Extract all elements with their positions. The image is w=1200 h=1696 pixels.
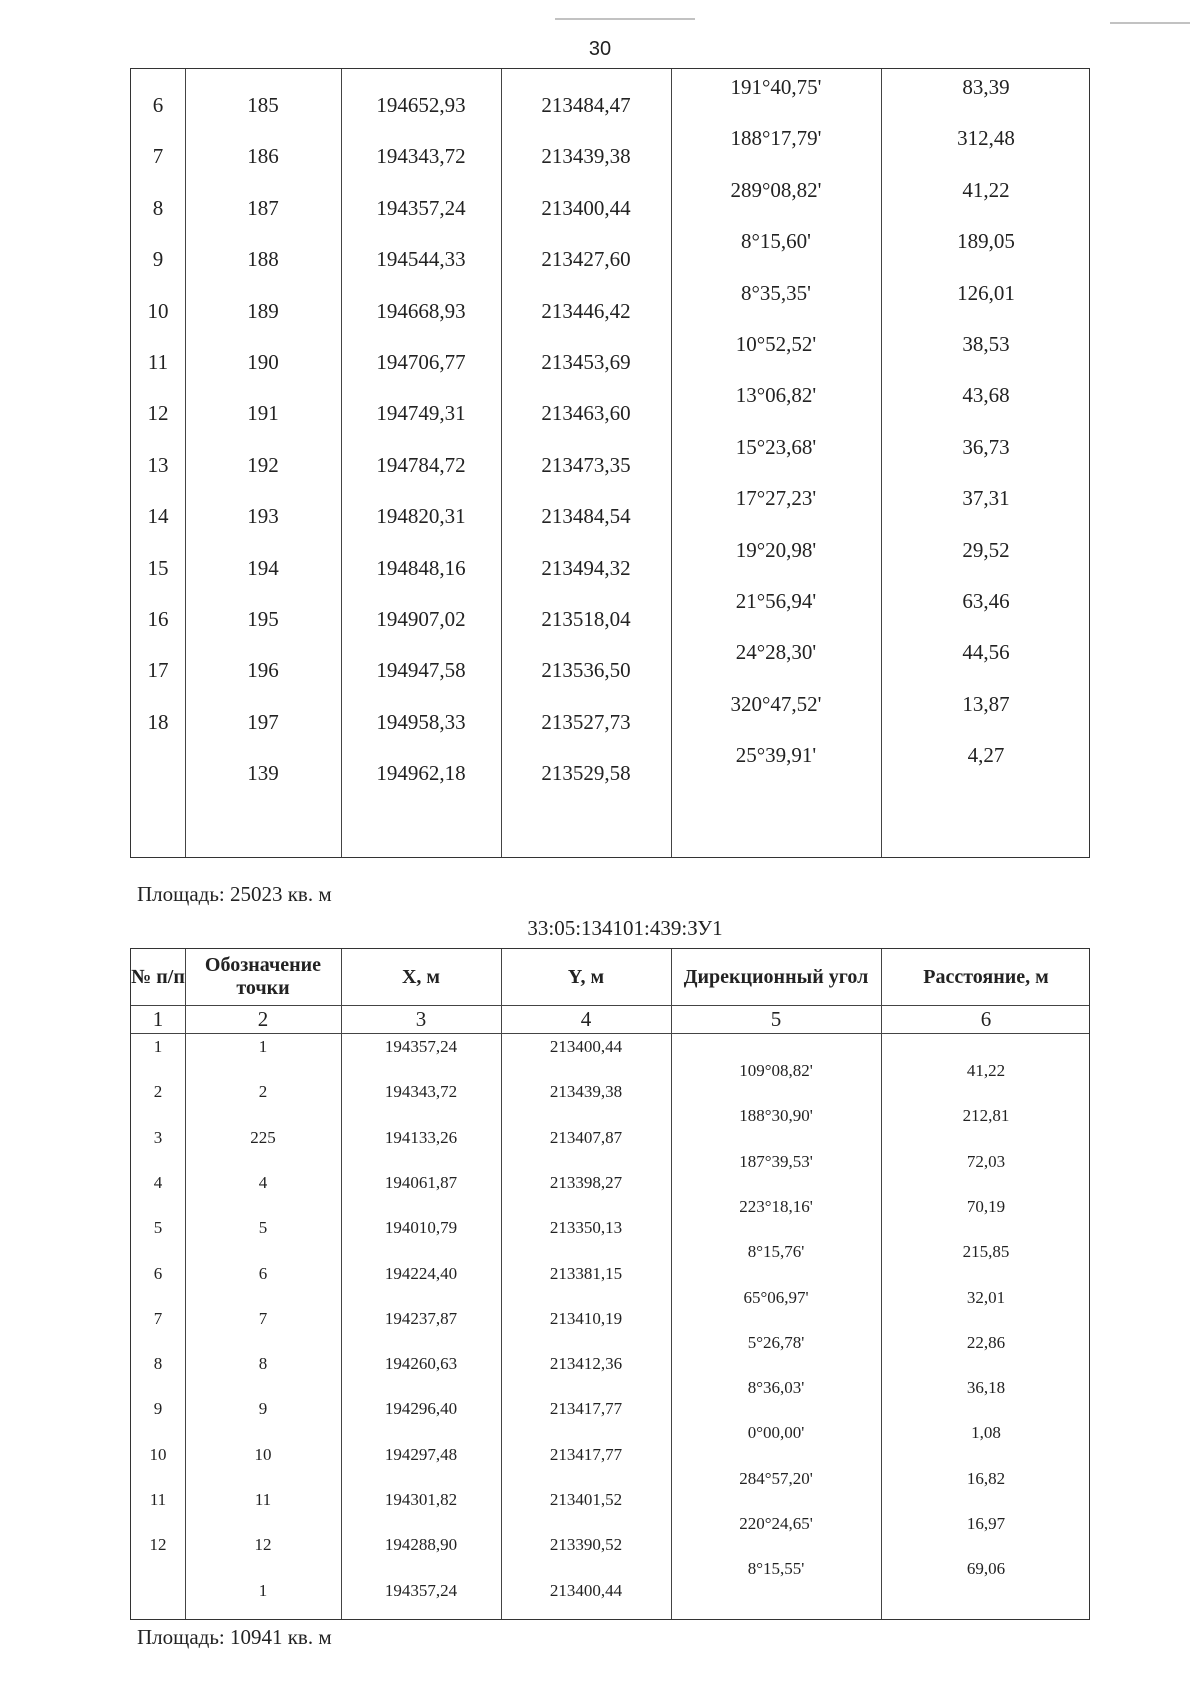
point-n-cell: 6 — [153, 1263, 163, 1283]
point-x-cell: 194907,02 — [376, 607, 466, 631]
direction-angle-cell: 220°24,65' — [739, 1514, 813, 1533]
distance-cell: 63,46 — [962, 589, 1010, 613]
header-y: Y, м — [567, 965, 605, 988]
point-point-cell: 9 — [258, 1399, 268, 1419]
column-number: 4 — [580, 1007, 592, 1031]
point-x-cell: 194357,24 — [384, 1037, 458, 1056]
point-n-cell: 5 — [153, 1218, 163, 1238]
point-x-cell: 194343,72 — [376, 144, 466, 169]
point-y-cell: 213527,73 — [541, 709, 631, 734]
direction-angle-cell: 21°56,94' — [735, 589, 817, 613]
direction-angle-cell: 17°27,23' — [735, 486, 817, 511]
point-n-cell: 13 — [147, 452, 169, 477]
point-y-cell: 213446,42 — [541, 298, 631, 323]
direction-angle-cell: 25°39,91' — [735, 743, 817, 768]
point-x-cell: 194288,90 — [384, 1535, 458, 1555]
distance-cell: 41,22 — [962, 177, 1010, 202]
column-number: 5 — [770, 1007, 782, 1031]
distance-cell: 189,05 — [957, 229, 1015, 254]
distance-cell: 32,01 — [966, 1287, 1006, 1307]
point-n-cell: 14 — [147, 504, 169, 529]
point-x-cell: 194357,24 — [376, 195, 466, 220]
distance-cell: 43,68 — [962, 383, 1010, 408]
point-point-cell: 1 — [258, 1037, 268, 1056]
point-point-cell: 192 — [247, 452, 279, 477]
point-y-cell: 213401,52 — [549, 1490, 623, 1509]
point-x-cell: 194544,33 — [376, 247, 466, 272]
point-n-cell: 2 — [153, 1082, 163, 1102]
point-point-cell: 185 — [247, 93, 279, 117]
distance-cell: 44,56 — [962, 640, 1010, 665]
point-n-cell: 10 — [149, 1444, 167, 1464]
distance-cell: 36,73 — [962, 434, 1010, 459]
point-n-cell: 12 — [147, 401, 169, 426]
point-y-cell: 213400,44 — [549, 1580, 623, 1600]
point-x-cell: 194947,58 — [376, 658, 466, 683]
point-n-cell: 11 — [147, 350, 169, 374]
distance-cell: 22,86 — [966, 1332, 1006, 1352]
direction-angle-cell: 284°57,20' — [739, 1468, 813, 1488]
point-y-cell: 213410,19 — [549, 1308, 623, 1328]
point-point-cell: 225 — [250, 1127, 276, 1147]
point-x-cell: 194237,87 — [384, 1308, 458, 1328]
distance-cell: 312,48 — [957, 126, 1015, 151]
point-n-cell: 8 — [153, 1354, 163, 1374]
point-point-cell: 194 — [247, 555, 279, 580]
distance-cell: 70,19 — [966, 1196, 1006, 1216]
point-x-cell: 194848,16 — [376, 555, 466, 580]
point-y-cell: 213494,32 — [541, 555, 631, 580]
point-point-cell: 10 — [254, 1444, 272, 1464]
point-y-cell: 213407,87 — [549, 1127, 623, 1147]
point-point-cell: 187 — [247, 195, 279, 220]
point-point-cell: 1 — [258, 1580, 268, 1600]
point-y-cell: 213412,36 — [549, 1354, 623, 1374]
point-n-cell: 9 — [153, 1399, 163, 1419]
point-point-cell: 195 — [247, 607, 279, 631]
scan-artifact — [555, 18, 695, 20]
point-y-cell: 213518,04 — [541, 607, 631, 631]
area-total-2: Площадь: 10941 кв. м — [137, 1625, 332, 1649]
point-x-cell: 194706,77 — [376, 350, 466, 374]
point-n-cell: 12 — [149, 1535, 167, 1555]
point-n-cell: 15 — [147, 555, 169, 580]
point-y-cell: 213417,77 — [549, 1399, 623, 1419]
column-number: 2 — [257, 1007, 269, 1031]
header-direction-angle: Дирекционный угол — [683, 965, 869, 988]
direction-angle-cell: 188°17,79' — [730, 126, 822, 151]
point-x-cell: 194296,40 — [384, 1399, 458, 1419]
point-n-cell: 3 — [153, 1127, 163, 1147]
point-n-cell: 6 — [152, 93, 164, 117]
point-point-cell: 197 — [247, 709, 279, 734]
coordinates-table-continued — [130, 68, 1090, 858]
point-point-cell: 139 — [247, 761, 279, 786]
header-x: X, м — [401, 965, 441, 988]
distance-cell: 41,22 — [966, 1061, 1006, 1080]
distance-cell: 16,97 — [966, 1514, 1006, 1533]
column-number: 1 — [152, 1007, 164, 1031]
point-y-cell: 213473,35 — [541, 452, 631, 477]
point-y-cell: 213400,44 — [549, 1037, 623, 1056]
point-y-cell: 213381,15 — [549, 1263, 623, 1283]
scan-artifact — [1110, 22, 1190, 24]
distance-cell: 72,03 — [966, 1151, 1006, 1171]
direction-angle-cell: 10°52,52' — [735, 332, 817, 356]
point-point-cell: 8 — [258, 1354, 268, 1374]
header-number: № п/п — [131, 965, 185, 988]
point-x-cell: 194357,24 — [384, 1580, 458, 1600]
direction-angle-cell: 13°06,82' — [735, 383, 817, 408]
point-y-cell: 213536,50 — [541, 658, 631, 683]
direction-angle-cell: 8°15,76' — [747, 1242, 805, 1262]
direction-angle-cell: 5°26,78' — [747, 1332, 805, 1352]
column-number: 3 — [415, 1007, 427, 1031]
point-n-cell: 4 — [153, 1172, 163, 1192]
point-x-cell: 194301,82 — [384, 1490, 458, 1509]
direction-angle-cell: 65°06,97' — [743, 1287, 809, 1307]
point-n-cell: 7 — [153, 1308, 163, 1328]
direction-angle-cell: 24°28,30' — [735, 640, 817, 665]
direction-angle-cell: 191°40,75' — [730, 75, 822, 99]
distance-cell: 36,18 — [966, 1378, 1006, 1398]
distance-cell: 13,87 — [962, 691, 1010, 716]
direction-angle-cell: 320°47,52' — [730, 691, 822, 716]
distance-cell: 16,82 — [966, 1468, 1006, 1488]
direction-angle-cell: 8°36,03' — [747, 1378, 805, 1398]
distance-cell: 29,52 — [962, 537, 1010, 562]
point-x-cell: 194297,48 — [384, 1444, 458, 1464]
point-point-cell: 189 — [247, 298, 279, 323]
cadastral-number: 33:05:134101:439:ЗУ1 — [527, 916, 723, 940]
point-point-cell: 186 — [247, 144, 279, 169]
point-point-cell: 188 — [247, 247, 279, 272]
point-x-cell: 194668,93 — [376, 298, 466, 323]
area-total-1: Площадь: 25023 кв. м — [137, 882, 332, 906]
point-point-cell: 7 — [258, 1308, 268, 1328]
point-x-cell: 194260,63 — [384, 1354, 458, 1374]
distance-cell: 69,06 — [966, 1559, 1006, 1579]
coordinates-table-zu1 — [130, 948, 1090, 1620]
point-point-cell: 4 — [258, 1172, 268, 1192]
distance-cell: 38,53 — [962, 332, 1010, 356]
point-x-cell: 194820,31 — [376, 504, 466, 529]
direction-angle-cell: 8°15,60' — [741, 229, 811, 254]
point-y-cell: 213529,58 — [541, 761, 631, 786]
point-n-cell: 16 — [147, 607, 169, 631]
point-y-cell: 213390,52 — [549, 1535, 623, 1555]
point-x-cell: 194061,87 — [384, 1172, 458, 1192]
point-x-cell: 194749,31 — [376, 401, 466, 426]
point-point-cell: 5 — [258, 1218, 268, 1238]
header-distance: Расстояние, м — [923, 965, 1049, 988]
header-point-name: Обозначение точки — [204, 954, 322, 999]
point-x-cell: 194652,93 — [376, 93, 466, 117]
point-n-cell: 17 — [147, 658, 169, 683]
direction-angle-cell: 19°20,98' — [735, 537, 817, 562]
point-point-cell: 12 — [254, 1535, 272, 1555]
point-point-cell: 2 — [258, 1082, 268, 1102]
distance-cell: 215,85 — [962, 1242, 1010, 1262]
point-y-cell: 213439,38 — [549, 1082, 623, 1102]
point-n-cell: 8 — [152, 195, 164, 220]
direction-angle-cell: 223°18,16' — [739, 1196, 813, 1216]
point-x-cell: 194343,72 — [384, 1082, 458, 1102]
point-n-cell: 10 — [147, 298, 169, 323]
distance-cell: 212,81 — [962, 1106, 1010, 1126]
point-n-cell: 1 — [153, 1037, 163, 1056]
distance-cell: 4,27 — [967, 743, 1005, 768]
point-y-cell: 213427,60 — [541, 247, 631, 272]
point-y-cell: 213350,13 — [549, 1218, 623, 1238]
distance-cell: 126,01 — [957, 280, 1015, 305]
direction-angle-cell: 15°23,68' — [735, 434, 817, 459]
point-y-cell: 213453,69 — [541, 350, 631, 374]
direction-angle-cell: 8°35,35' — [741, 280, 811, 305]
point-y-cell: 213484,47 — [541, 93, 631, 117]
point-point-cell: 193 — [247, 504, 279, 529]
direction-angle-cell: 188°30,90' — [739, 1106, 813, 1126]
page-number: 30 — [588, 38, 612, 60]
distance-cell: 37,31 — [962, 486, 1010, 511]
column-number: 6 — [980, 1007, 992, 1031]
direction-angle-cell: 289°08,82' — [730, 177, 822, 202]
point-n-cell: 18 — [147, 709, 169, 734]
point-point-cell: 11 — [254, 1490, 272, 1509]
point-y-cell: 213417,77 — [549, 1444, 623, 1464]
point-point-cell: 190 — [247, 350, 279, 374]
point-y-cell: 213439,38 — [541, 144, 631, 169]
direction-angle-cell: 0°00,00' — [747, 1423, 805, 1443]
point-y-cell: 213463,60 — [541, 401, 631, 426]
point-n-cell: 7 — [152, 144, 164, 169]
point-x-cell: 194010,79 — [384, 1218, 458, 1238]
direction-angle-cell: 187°39,53' — [739, 1151, 813, 1171]
point-x-cell: 194224,40 — [384, 1263, 458, 1283]
distance-cell: 83,39 — [962, 75, 1010, 99]
point-point-cell: 196 — [247, 658, 279, 683]
point-x-cell: 194784,72 — [376, 452, 466, 477]
direction-angle-cell: 109°08,82' — [739, 1061, 813, 1080]
point-n-cell: 11 — [149, 1490, 167, 1509]
point-y-cell: 213484,54 — [541, 504, 631, 529]
direction-angle-cell: 8°15,55' — [747, 1559, 805, 1579]
point-x-cell: 194962,18 — [376, 761, 466, 786]
point-x-cell: 194958,33 — [376, 709, 466, 734]
point-n-cell: 9 — [152, 247, 164, 272]
point-x-cell: 194133,26 — [384, 1127, 458, 1147]
point-y-cell: 213398,27 — [549, 1172, 623, 1192]
point-y-cell: 213400,44 — [541, 195, 631, 220]
point-point-cell: 6 — [258, 1263, 268, 1283]
distance-cell: 1,08 — [971, 1423, 1001, 1443]
point-point-cell: 191 — [247, 401, 279, 426]
